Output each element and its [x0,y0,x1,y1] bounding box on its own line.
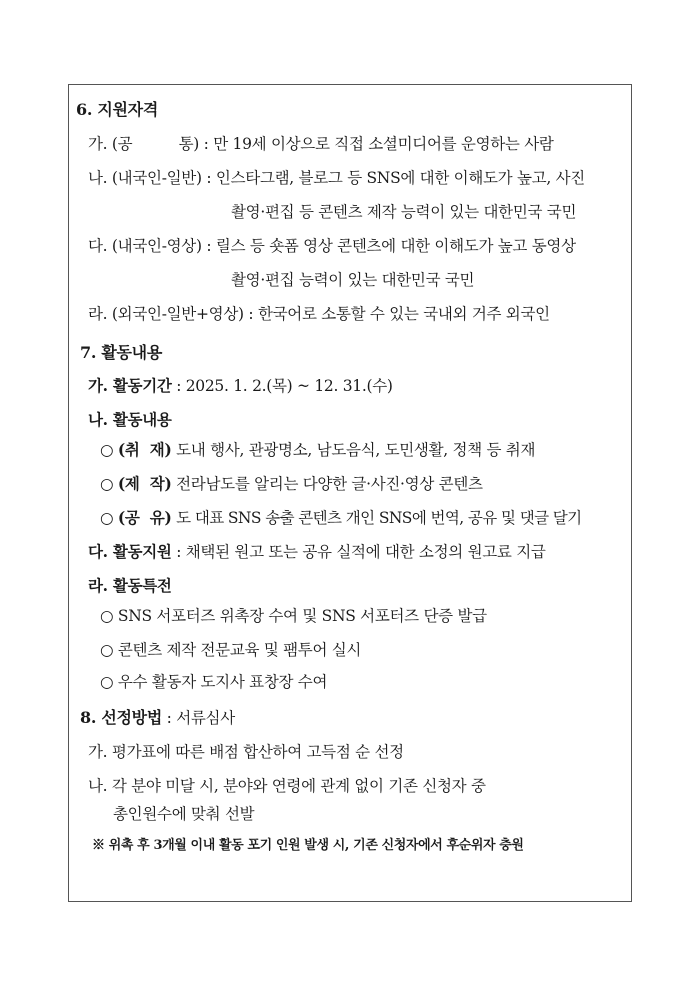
eligibility-item-domestic-general: 나. (내국인-일반) : 인스타그램, 블로그 등 SNS에 대한 이해도가 높고, 사진 [88,169,585,187]
bullet-tag: (취 재) [117,440,172,459]
circle-bullet-icon: ○ [100,607,114,625]
bullet-text: 도내 행사, 관광명소, 남도음식, 도민생활, 정책 등 취재 [176,441,536,459]
selection-method: 서류심사 [176,709,235,727]
activity-bullet-coverage [100,440,535,460]
section-8-title: 8. 선정방법 [80,708,162,727]
bullet-text: 도 대표 SNS 송출 콘텐츠 개인 SNS에 번역, 공유 및 댓글 달기 [176,509,582,527]
replacement-note: ※ 위촉 후 3개월 이내 활동 포기 인원 발생 시, 기존 신청자에서 후순위자 충원 [92,838,524,853]
eligibility-item-domestic-video: 다. (내국인-영상) : 릴스 등 숏폼 영상 콘텐츠에 대한 이해도가 높고 동영상 [88,237,576,255]
bullet-tag: (공 유) [117,508,172,527]
activity-period: 가. 활동기간 : 2025. 1. 2.(목) ~ 12. 31.(수) [88,376,393,395]
circle-bullet-icon: ○ [100,441,114,459]
activity-content-label: 나. 활동내용 [88,410,172,429]
section-6-title: 6. 지원자격 [76,100,158,119]
activity-support: 다. 활동지원 : 채택된 원고 또는 공유 실적에 대한 소정의 원고료 지급 [88,542,546,561]
circle-bullet-icon: ○ [100,509,114,527]
circle-bullet-icon: ○ [100,475,114,493]
circle-bullet-icon: ○ [100,641,114,659]
support-text: 채택된 원고 또는 공유 실적에 대한 소정의 원고료 지급 [185,543,546,561]
bullet-text: 콘텐츠 제작 전문교육 및 팸투어 실시 [117,641,362,659]
activity-benefits-label: 라. 활동특전 [88,576,172,595]
support-label: 다. 활동지원 [88,542,172,561]
selection-item-shortfall-cont: 총인원수에 맞춰 선발 [113,805,255,823]
circle-bullet-icon: ○ [100,673,114,691]
selection-item-shortfall: 나. 각 분야 미달 시, 분야와 연령에 관계 없이 기존 신청자 중 [88,777,486,795]
benefit-bullet-award [100,672,327,692]
period-text: 2025. 1. 2.(목) ~ 12. 31.(수) [185,377,393,395]
period-label: 가. 활동기간 [88,376,172,395]
eligibility-item-common: 가. (공 통) : 만 19세 이상으로 직접 소셜미디어를 운영하는 사람 [88,135,554,153]
item-text: 릴스 등 숏폼 영상 콘텐츠에 대한 이해도가 높고 동영상 [215,237,576,255]
item-text: 인스타그램, 블로그 등 SNS에 대한 이해도가 높고, 사진 [215,169,585,187]
bullet-text: SNS 서포터즈 위촉장 수여 및 SNS 서포터즈 단증 발급 [117,607,487,625]
bullet-text: 우수 활동자 도지사 표창장 수여 [117,673,328,691]
eligibility-item-domestic-general-cont: 촬영·편집 등 콘텐츠 제작 능력이 있는 대한민국 국민 [231,203,577,221]
benefit-bullet-education [100,640,361,660]
item-text: 한국어로 소통할 수 있는 국내외 거주 외국인 [257,305,550,323]
eligibility-item-foreign: 라. (외국인-일반+영상) : 한국어로 소통할 수 있는 국내외 거주 외국인 [88,305,550,323]
section-7-title: 7. 활동내용 [80,343,162,362]
item-text: 만 19세 이상으로 직접 소셜미디어를 운영하는 사람 [213,135,554,153]
eligibility-item-domestic-video-cont: 촬영·편집 능력이 있는 대한민국 국민 [231,271,475,289]
activity-bullet-sharing [100,508,582,528]
bullet-text: 전라남도를 알리는 다양한 글·사진·영상 콘텐츠 [176,475,483,493]
item-label: 가. (공 통) [88,135,200,153]
activity-bullet-production [100,474,483,494]
item-label: 나. (내국인-일반) [88,169,202,187]
item-label: 라. (외국인-일반+영상) [88,305,244,323]
benefit-bullet-certificate [100,606,487,626]
selection-item-scoring: 가. 평가표에 따른 배점 합산하여 고득점 순 선정 [88,743,404,761]
bullet-tag: (제 작) [117,474,172,493]
item-label: 다. (내국인-영상) [88,237,202,255]
section-8-heading: 8. 선정방법 : 서류심사 [80,708,235,727]
